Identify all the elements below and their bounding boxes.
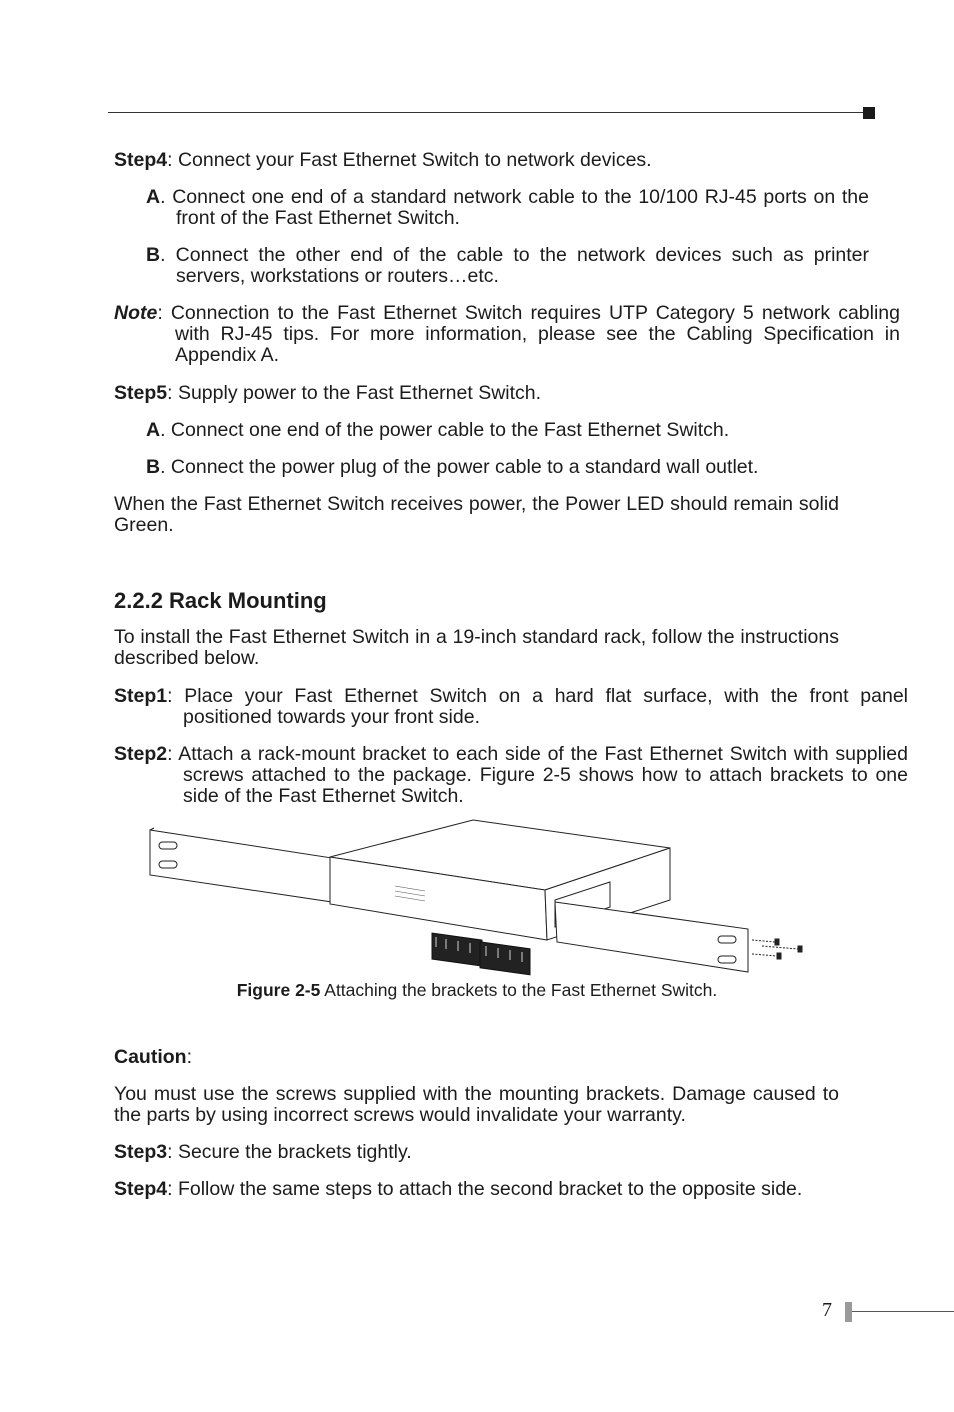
- step5-supply-power: Step5: Supply power to the Fast Ethernet Switch.: [114, 382, 542, 404]
- rack-step2: Step2: Attach a rack-mount bracket to each side of the Fast Ethernet Switch with supplied screws attached to the package. Figure 2-5 shows how to attach brackets to one side of the Fast Ethernet Switch.: [114, 743, 908, 807]
- step5-item-b: B. Connect the power plug of the power cable to a standard wall outlet.: [146, 456, 759, 478]
- step4-item-b: B. Connect the other end of the cable to the network devices such as printer servers, workstations or routers…etc.: [146, 244, 869, 287]
- rack-intro-paragraph: To install the Fast Ethernet Switch in a 19-inch standard rack, follow the instructions described below.: [114, 626, 839, 669]
- rack-step1: Step1: Place your Fast Ethernet Switch on a hard flat surface, with the front panel positioned towards your front side.: [114, 685, 908, 728]
- footer-rule: [852, 1311, 954, 1312]
- header-square-marker: [863, 107, 875, 119]
- step4-connect: Step4: Connect your Fast Ethernet Switch to network devices.: [114, 149, 652, 171]
- page-number: 7: [822, 1299, 832, 1321]
- rack-step3: Step3: Secure the brackets tightly.: [114, 1141, 412, 1163]
- port-group-right: [480, 942, 530, 975]
- rack-bracket-illustration: [140, 812, 820, 977]
- note-paragraph: Note: Connection to the Fast Ethernet Switch requires UTP Category 5 network cabling with RJ-45 tips. For more information, please see the Cabling Specification in Appendix A.: [114, 302, 900, 366]
- screws: [752, 939, 802, 959]
- power-led-paragraph: When the Fast Ethernet Switch receives power, the Power LED should remain solid Green.: [114, 493, 839, 536]
- figure-caption: Figure 2-5 Attaching the brackets to the Fast Ethernet Switch.: [236, 980, 718, 1000]
- caution-paragraph: You must use the screws supplied with the mounting brackets. Damage caused to the parts by using incorrect screws would invalidate your warranty.: [114, 1083, 839, 1126]
- port-group-left: [432, 933, 482, 966]
- section-title: 2.2.2 Rack Mounting: [114, 588, 327, 613]
- rack-step4: Step4: Follow the same steps to attach the second bracket to the opposite side.: [114, 1178, 803, 1200]
- footer-bar: [845, 1302, 852, 1322]
- step4-item-a: A. Connect one end of a standard network cable to the 10/100 RJ-45 ports on the front of the Fast Ethernet Switch.: [146, 186, 869, 229]
- caution-heading: Caution:: [114, 1046, 192, 1068]
- step5-item-a: A. Connect one end of the power cable to the Fast Ethernet Switch.: [146, 419, 730, 441]
- header-rule: [108, 112, 864, 113]
